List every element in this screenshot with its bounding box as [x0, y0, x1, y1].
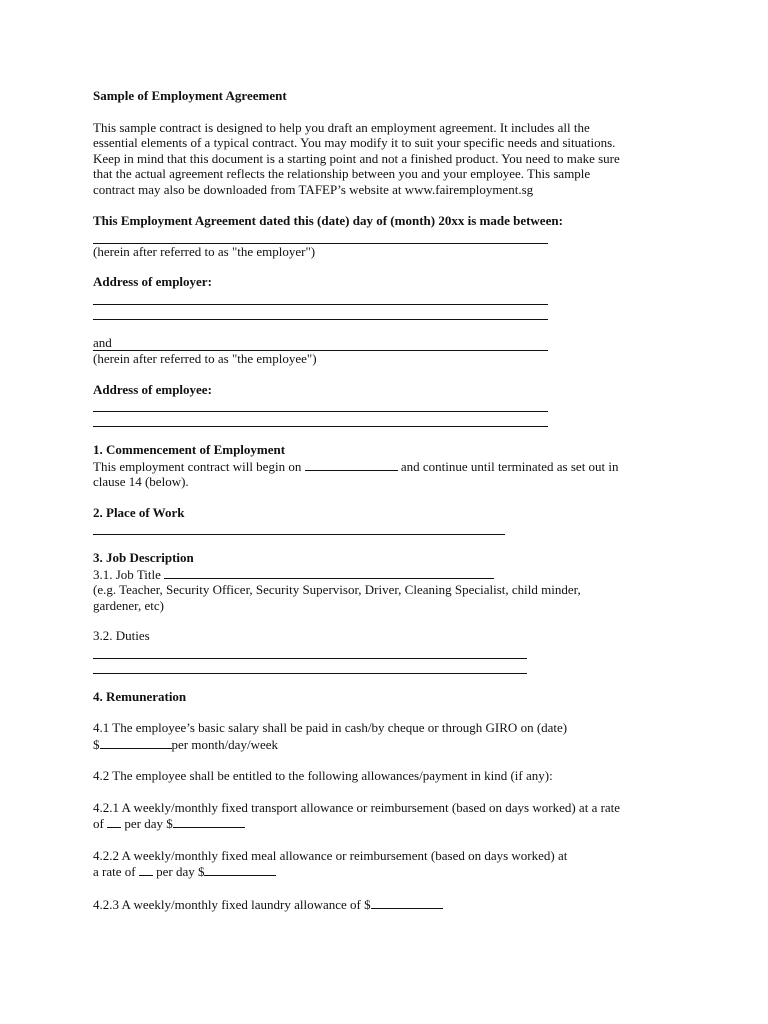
- transport-amount-blank[interactable]: [173, 815, 245, 828]
- employer-reference: (herein after referred to as "the employer"): [93, 243, 316, 259]
- place-of-work-blank[interactable]: [93, 520, 505, 535]
- commencement-text: This employment contract will begin on: [93, 458, 305, 474]
- address-employee-label: Address of employee:: [93, 381, 212, 397]
- meal-days-blank[interactable]: [139, 863, 153, 876]
- salary-amount-blank[interactable]: [100, 736, 172, 749]
- intro-line: contract may also be downloaded from TAFEP’s website at www.fairemployment.sg: [93, 181, 534, 197]
- duties-blank[interactable]: [93, 644, 527, 659]
- employer-name-blank[interactable]: [93, 229, 548, 244]
- laundry-prefix: 4.2.3 A weekly/monthly fixed laundry allowance of $: [93, 896, 371, 912]
- employer-address-blank[interactable]: [93, 305, 548, 320]
- section-place-heading: 2. Place of Work: [93, 504, 185, 520]
- salary-prefix: $: [93, 736, 100, 752]
- allowances-clause: 4.2 The employee shall be entitled to the following allowances/payment in kind (if any):: [93, 768, 553, 783]
- job-title-label: 3.1. Job Title: [93, 566, 165, 582]
- salary-suffix: per month/day/week: [171, 736, 278, 752]
- employee-name-blank[interactable]: [93, 336, 548, 351]
- salary-line: [93, 736, 693, 753]
- transport-rate-line: [93, 815, 693, 832]
- transport-mid: per day $: [121, 816, 173, 831]
- laundry-amount-blank[interactable]: [371, 896, 443, 909]
- job-title-blank[interactable]: [164, 566, 494, 579]
- and-label: and: [93, 334, 112, 350]
- commencement-line: [93, 458, 693, 475]
- job-examples: gardener, etc): [93, 597, 164, 613]
- transport-prefix: of: [93, 816, 108, 831]
- meal-prefix: a rate of: [93, 864, 139, 879]
- intro-line: that the actual agreement reflects the relationship between you and your employee. This sample: [93, 166, 591, 181]
- commencement-clause: clause 14 (below).: [93, 474, 189, 489]
- duties-blank[interactable]: [93, 659, 527, 674]
- job-examples: (e.g. Teacher, Security Officer, Security Supervisor, Driver, Cleaning Specialist, child minder,: [93, 582, 581, 597]
- job-title-line: [93, 566, 693, 583]
- commencement-text: and continue until terminated as set out in: [397, 458, 619, 474]
- employee-reference: (herein after referred to as "the employee"): [93, 351, 317, 366]
- employer-address-blank[interactable]: [93, 290, 548, 305]
- document-title: Sample of Employment Agreement: [93, 88, 287, 103]
- duties-label: 3.2. Duties: [93, 628, 150, 643]
- transport-days-blank[interactable]: [107, 815, 121, 828]
- start-date-blank[interactable]: [305, 458, 398, 471]
- intro-line: essential elements of a typical contract. You may modify it to suit your specific needs and situations.: [93, 135, 616, 150]
- address-employer-label: Address of employer:: [93, 274, 212, 289]
- employee-address-blank[interactable]: [93, 397, 548, 412]
- document-page: [93, 88, 693, 912]
- meal-allowance-clause: 4.2.2 A weekly/monthly fixed meal allowance or reimbursement (based on days worked) at: [93, 847, 568, 863]
- laundry-allowance-line: [93, 896, 693, 913]
- employee-address-blank[interactable]: [93, 412, 548, 427]
- agreement-heading: This Employment Agreement dated this (date) day of (month) 20xx is made between:: [93, 213, 563, 228]
- salary-clause: 4.1 The employee’s basic salary shall be paid in cash/by cheque or through GIRO on (date): [93, 720, 568, 735]
- section-job-heading: 3. Job Description: [93, 550, 194, 565]
- intro-paragraph: [93, 120, 693, 198]
- meal-amount-blank[interactable]: [204, 863, 276, 876]
- transport-allowance-clause: 4.2.1 A weekly/monthly fixed transport allowance or reimbursement (based on days worked) at a rate: [93, 799, 621, 815]
- intro-line: This sample contract is designed to help you draft an employment agreement. It includes all the: [93, 119, 590, 135]
- meal-rate-line: [93, 863, 693, 880]
- section-remuneration-heading: 4. Remuneration: [93, 688, 187, 704]
- intro-line: Keep in mind that this document is a starting point and not a finished product. You need to make sure: [93, 150, 620, 166]
- meal-mid: per day $: [152, 864, 205, 879]
- section-commencement-heading: 1. Commencement of Employment: [93, 442, 286, 457]
